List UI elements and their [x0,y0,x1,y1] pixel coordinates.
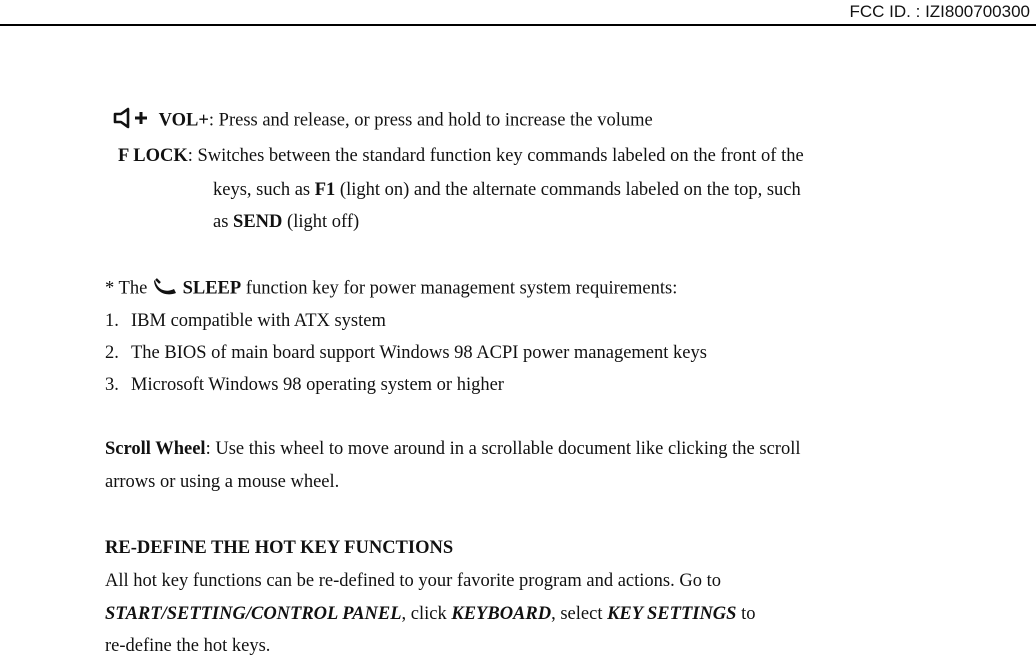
f-lock-line-2 [213,179,801,201]
list-item-text: The BIOS of main board support Windows 98 ACPI power management keys [131,343,707,363]
sleep-line [105,276,677,302]
list-item-number: 2. [105,343,119,363]
scroll-wheel-line-2: arrows or using a mouse wheel. [105,472,340,492]
keyboard-label: KEYBOARD [451,604,552,624]
redefine-line-1: All hot key functions can be re-defined to your favorite program and actions. Go to [105,571,721,591]
f1-key-label: F1 [314,180,336,200]
f-lock-desc-3c: (light off) [282,212,360,232]
vol-plus-sep: : [208,110,215,131]
redefine-line-3: re-define the hot keys. [105,636,271,656]
speaker-plus-icon [112,107,154,135]
list-item-number: 3. [105,375,119,395]
sleep-bullet: * [105,278,115,299]
moon-icon [152,276,178,302]
f-lock-sep: : [187,146,193,166]
scroll-wheel-line-1 [105,438,801,460]
f-lock-desc-3a: as [213,212,234,232]
scroll-wheel-desc-1: Use this wheel to move around in a scrollable document like clicking the scroll [210,439,801,459]
list-item [105,310,386,332]
control-panel-path: START/SETTING/CONTROL PANEL [105,604,402,624]
key-settings-label: KEY SETTINGS [607,604,737,624]
redefine-mid-2: , select [551,604,608,624]
f-lock-desc-2c: (light on) and the alternate commands labeled on the top, such [335,180,801,200]
header-rule [0,24,1036,26]
send-key-label: SEND [233,212,283,232]
sleep-desc: function key for power management system requirements: [241,278,678,299]
f-lock-line-3 [213,211,359,233]
vol-plus-line [112,107,653,135]
f-lock-term: F LOCK [118,146,188,166]
list-item-number: 1. [105,311,119,331]
f-lock-desc-2a: keys, such as [213,180,315,200]
scroll-wheel-sep: : [205,439,211,459]
vol-plus-desc: Press and release, or press and hold to increase the volume [214,110,653,131]
vol-plus-term: VOL+ [158,110,209,131]
list-item [105,374,504,396]
redefine-heading: RE-DEFINE THE HOT KEY FUNCTIONS [105,538,454,558]
redefine-mid-1: , click [401,604,452,624]
f-lock-desc-1: Switches between the standard function key commands labeled on the front of the [192,146,804,166]
f-lock-line-1 [118,145,804,167]
list-item-text: IBM compatible with ATX system [131,311,386,331]
list-item [105,342,707,364]
fcc-id-header: FCC ID. : IZI800700300 [849,2,1030,21]
redefine-mid-3: to [736,604,756,624]
redefine-line-2 [105,603,755,625]
list-item-text: Microsoft Windows 98 operating system or higher [131,375,504,395]
scroll-wheel-term: Scroll Wheel [105,439,206,459]
sleep-pre: The [114,278,148,299]
sleep-term: SLEEP [182,278,242,299]
